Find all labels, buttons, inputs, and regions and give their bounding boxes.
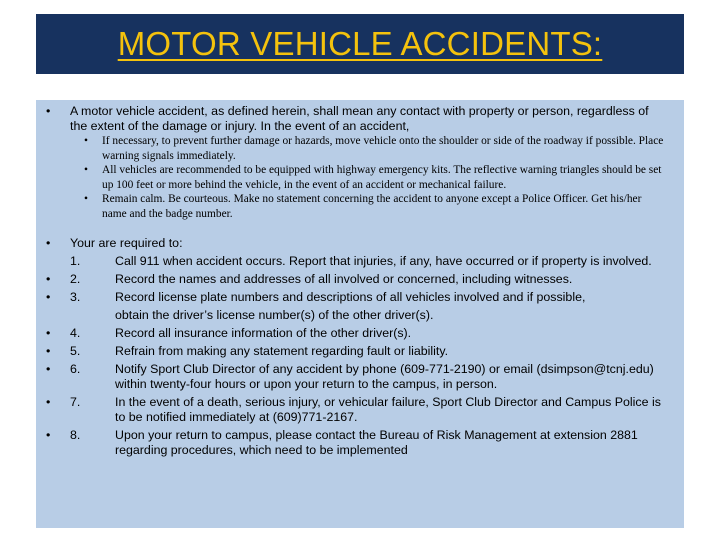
sub-point (44, 134, 668, 163)
intro-bullet (44, 104, 668, 134)
step-text: Record all insurance information of the other driver(s). (115, 326, 412, 340)
step-number: 6. (70, 362, 81, 376)
bullet-icon: • (84, 135, 88, 147)
bullet-icon: • (46, 326, 51, 340)
step-item (44, 272, 668, 287)
sub-point (44, 163, 668, 192)
bullet-icon: • (46, 428, 51, 442)
step-text: Record the names and addresses of all involved or concerned, including witnesses. (115, 272, 573, 286)
step-text: In the event of a death, serious injury, or vehicular failure, Sport Club Director and Campus Police is to be notified immediately at (609)771-2167. (115, 395, 661, 424)
step-number: 2. (70, 272, 81, 286)
bullet-icon: • (46, 344, 51, 358)
step-item (44, 428, 668, 458)
sub-point (44, 192, 668, 221)
sub-point-text: If necessary, to prevent further damage or hazards, move vehicle onto the shoulder or side of the roadway if possible. Place warning signals immediately. (102, 135, 664, 162)
step-text: Notify Sport Club Director of any accident by phone (609-771-2190) or email (dsimpson@tcnj.edu) within twenty-four hours or upon your return to the campus, in person. (115, 362, 654, 391)
step-item (44, 362, 668, 392)
required-heading-bullet (44, 236, 668, 251)
step-item (44, 395, 668, 425)
bullet-icon: • (46, 104, 51, 118)
step-number: 3. (70, 290, 81, 304)
step-text: Call 911 when accident occurs. Report that injuries, if any, have occurred or if property is involved. (115, 254, 652, 268)
step-number: 1. (70, 254, 81, 268)
step-continuation: obtain the driver’s license number(s) of the other driver(s). (115, 308, 434, 322)
bullet-icon: • (84, 164, 88, 176)
step-item (44, 326, 668, 341)
required-heading: Your are required to: (70, 236, 183, 250)
title-bar (36, 14, 684, 74)
sub-point-text: All vehicles are recommended to be equipped with highway emergency kits. The reflective warning triangles should be set up 100 feet or more behind the vehicle, in the event of an accident or mechanical failure. (102, 164, 662, 191)
content-box (36, 100, 684, 528)
step-item (44, 344, 668, 359)
step-text: Record license plate numbers and descriptions of all vehicles involved and if possible, (115, 290, 586, 304)
step-item (44, 254, 668, 269)
bullet-icon: • (84, 193, 88, 205)
bullet-icon: • (46, 395, 51, 409)
slide-title: MOTOR VEHICLE ACCIDENTS: (117, 25, 603, 62)
spacer (44, 221, 668, 236)
step-text: Refrain from making any statement regarding fault or liability. (115, 344, 449, 358)
bullet-icon: • (46, 236, 51, 250)
step-number: 7. (70, 395, 81, 409)
step-text: Upon your return to campus, please contact the Bureau of Risk Management at extension 2881 regarding procedures, which need to be implemented (115, 428, 638, 457)
intro-text: A motor vehicle accident, as defined herein, shall mean any contact with property or person, regardless of the extent of the damage or injury. In the event of an accident, (70, 104, 649, 133)
bullet-icon: • (46, 272, 51, 286)
step-item (44, 290, 668, 305)
step-number: 4. (70, 326, 81, 340)
bullet-icon: • (46, 362, 51, 376)
step-number: 5. (70, 344, 81, 358)
sub-point-text: Remain calm. Be courteous. Make no statement concerning the accident to anyone except a Police Officer. Get his/her name and the badge number. (102, 193, 642, 220)
step-number: 8. (70, 428, 81, 442)
bullet-icon: • (46, 290, 51, 304)
